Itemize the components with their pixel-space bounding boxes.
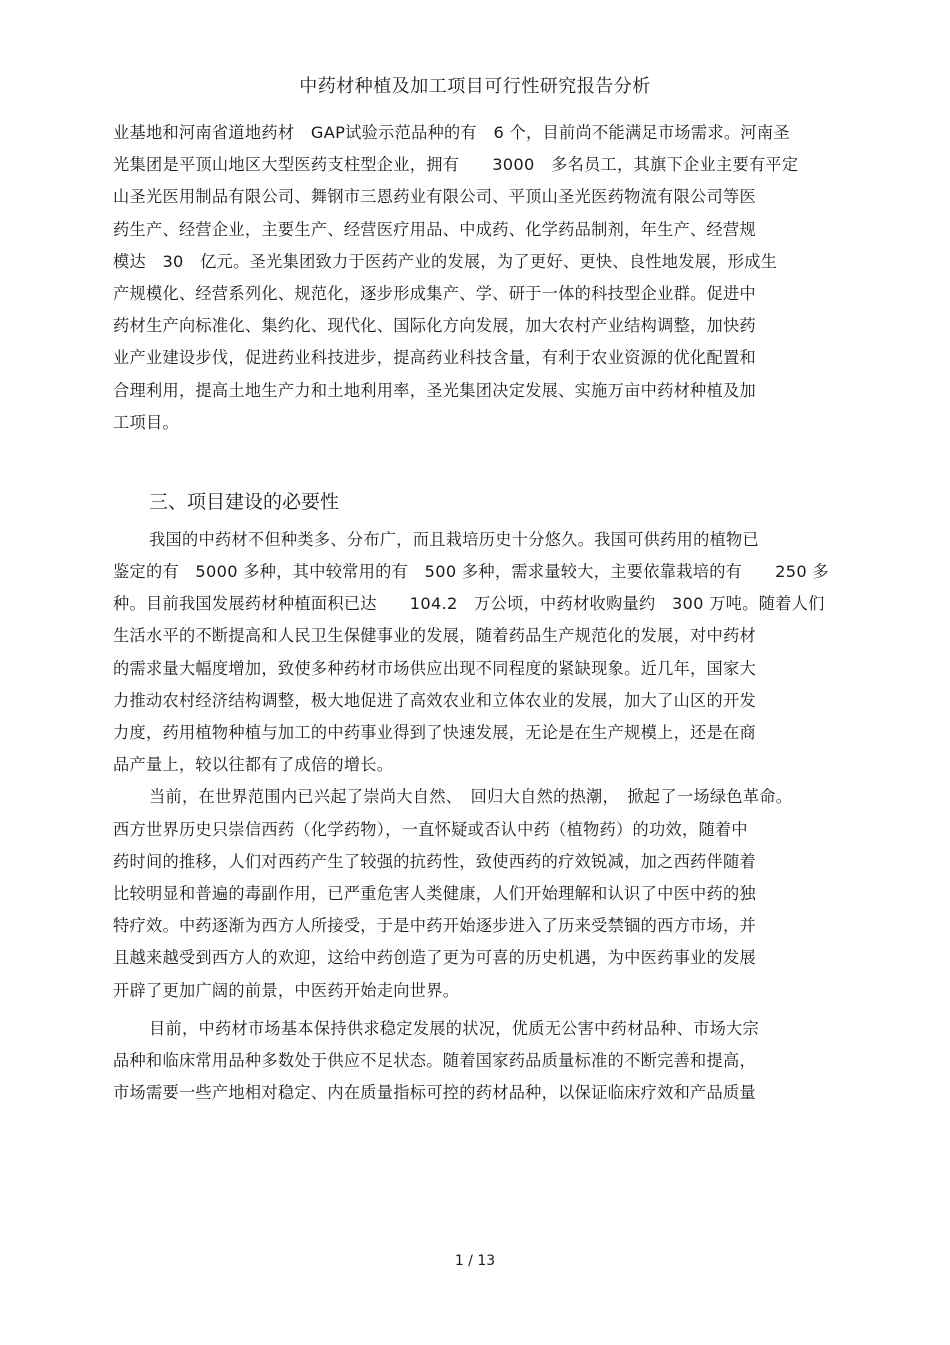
text-line: 特疗效。中药逐渐为西方人所接受，于是中药开始逐步进入了历来受禁锢的西方市场，并 (113, 916, 757, 936)
text-line: 力推动农村经济结构调整，极大地促进了高效农业和立体农业的发展，加大了山区的开发 (113, 690, 757, 710)
text-line: 比较明显和普遍的毒副作用，已严重危害人类健康，人们开始理解和认识了中医中药的独 (113, 883, 757, 903)
text-line: 药生产、经营企业，主要生产、经营医疗用品、中成药、化学药品制剂，年生产、经营规 (113, 219, 757, 239)
text-line: 的需求量大幅度增加，致使多种药材市场供应出现不同程度的紧缺现象。近几年，国家大 (113, 658, 757, 678)
text-line: 鉴定的有 5000 多种，其中较常用的有 500 多种，需求量较大，主要依靠栽培的有 250 多 (113, 562, 829, 582)
paragraph-planting-history (113, 524, 873, 782)
text-line: 生活水平的不断提高和人民卫生保健事业的发展，随着药品生产规范化的发展，对中药材 (113, 626, 757, 646)
text-line: 种。目前我国发展药材种植面积已达 104.2 万公顷，中药材收购量约 300 万吨。随着人们 (113, 594, 825, 614)
section-heading: 三、项目建设的必要性 (149, 490, 340, 513)
text-line: 力度，药用植物种植与加工的中药事业得到了快速发展，无论是在生产规模上，还是在商 (113, 723, 757, 742)
text-line: 业基地和河南省道地药材 GAP试验示范品种的有 6 个，目前尚不能满足市场需求。河南圣 (113, 123, 790, 142)
text-line: 当前，在世界范围内已兴起了崇尚大自然、 回归大自然的热潮， 掀起了一场绿色革命。 (149, 787, 793, 807)
text-line: 且越来越受到西方人的欢迎，这给中药创造了更为可喜的历史机遇，为中医药事业的发展 (113, 948, 757, 968)
document-body (113, 117, 873, 1109)
text-line: 光集团是平顶山地区大型医药支柱型企业，拥有 3000 多名员工，其旗下企业主要有平定 (113, 155, 799, 175)
text-line: 目前，中药材市场基本保持供求稳定发展的状况，优质无公害中药材品种、市场大宗 (149, 1018, 760, 1038)
paragraph-market-status (113, 1013, 873, 1110)
text-line: 品种和临床常用品种多数处于供应不足状态。随着国家药品质量标准的不断完善和提高， (113, 1050, 757, 1070)
text-line: 产规模化、经营系列化、规范化，逐步形成集产、学、研于一体的科技型企业群。促进中 (113, 283, 757, 303)
text-line: 业产业建设步伐，促进药业科技进步，提高药业科技含量，有利于农业资源的优化配置和 (113, 348, 757, 368)
text-line: 合理利用，提高土地生产力和土地利用率，圣光集团决定发展、实施万亩中药材种植及加 (113, 380, 757, 400)
text-line: 市场需要一些产地相对稳定、内在质量指标可控的药材品种，以保证临床疗效和产品质量 (113, 1083, 757, 1103)
text-line: 我国的中药材不但种类多、分布广，而且栽培历史十分悠久。我国可供药用的植物已 (149, 529, 760, 549)
text-line: 西方世界历史只崇信西药（化学药物），一直怀疑或否认中药（植物药）的功效，随着中 (113, 819, 748, 839)
page-number: 1 / 13 (454, 1253, 496, 1269)
text-line: 品产量上，较以往都有了成倍的增长。 (113, 755, 394, 775)
paragraph-global-trend (113, 781, 873, 1006)
text-line: 模达 30 亿元。圣光集团致力于医药产业的发展，为了更好、更快、良性地发展，形成生 (113, 251, 778, 271)
page-header: 中药材种植及加工项目可行性研究报告分析 (299, 76, 651, 97)
text-line: 药材生产向标准化、集约化、现代化、国际化方向发展，加大农村产业结构调整，加快药 (113, 316, 757, 336)
text-line: 工项目。 (113, 412, 179, 432)
text-line: 药时间的推移，人们对西药产生了较强的抗药性，致使西药的疗效锐减，加之西药伴随着 (113, 851, 757, 871)
text-line: 山圣光医用制品有限公司、舞钢市三恩药业有限公司、平顶山圣光医药物流有限公司等医 (113, 187, 757, 207)
text-line: 开辟了更加广阔的前景，中医药开始走向世界。 (113, 980, 460, 1000)
paragraph-continuation (113, 117, 873, 439)
